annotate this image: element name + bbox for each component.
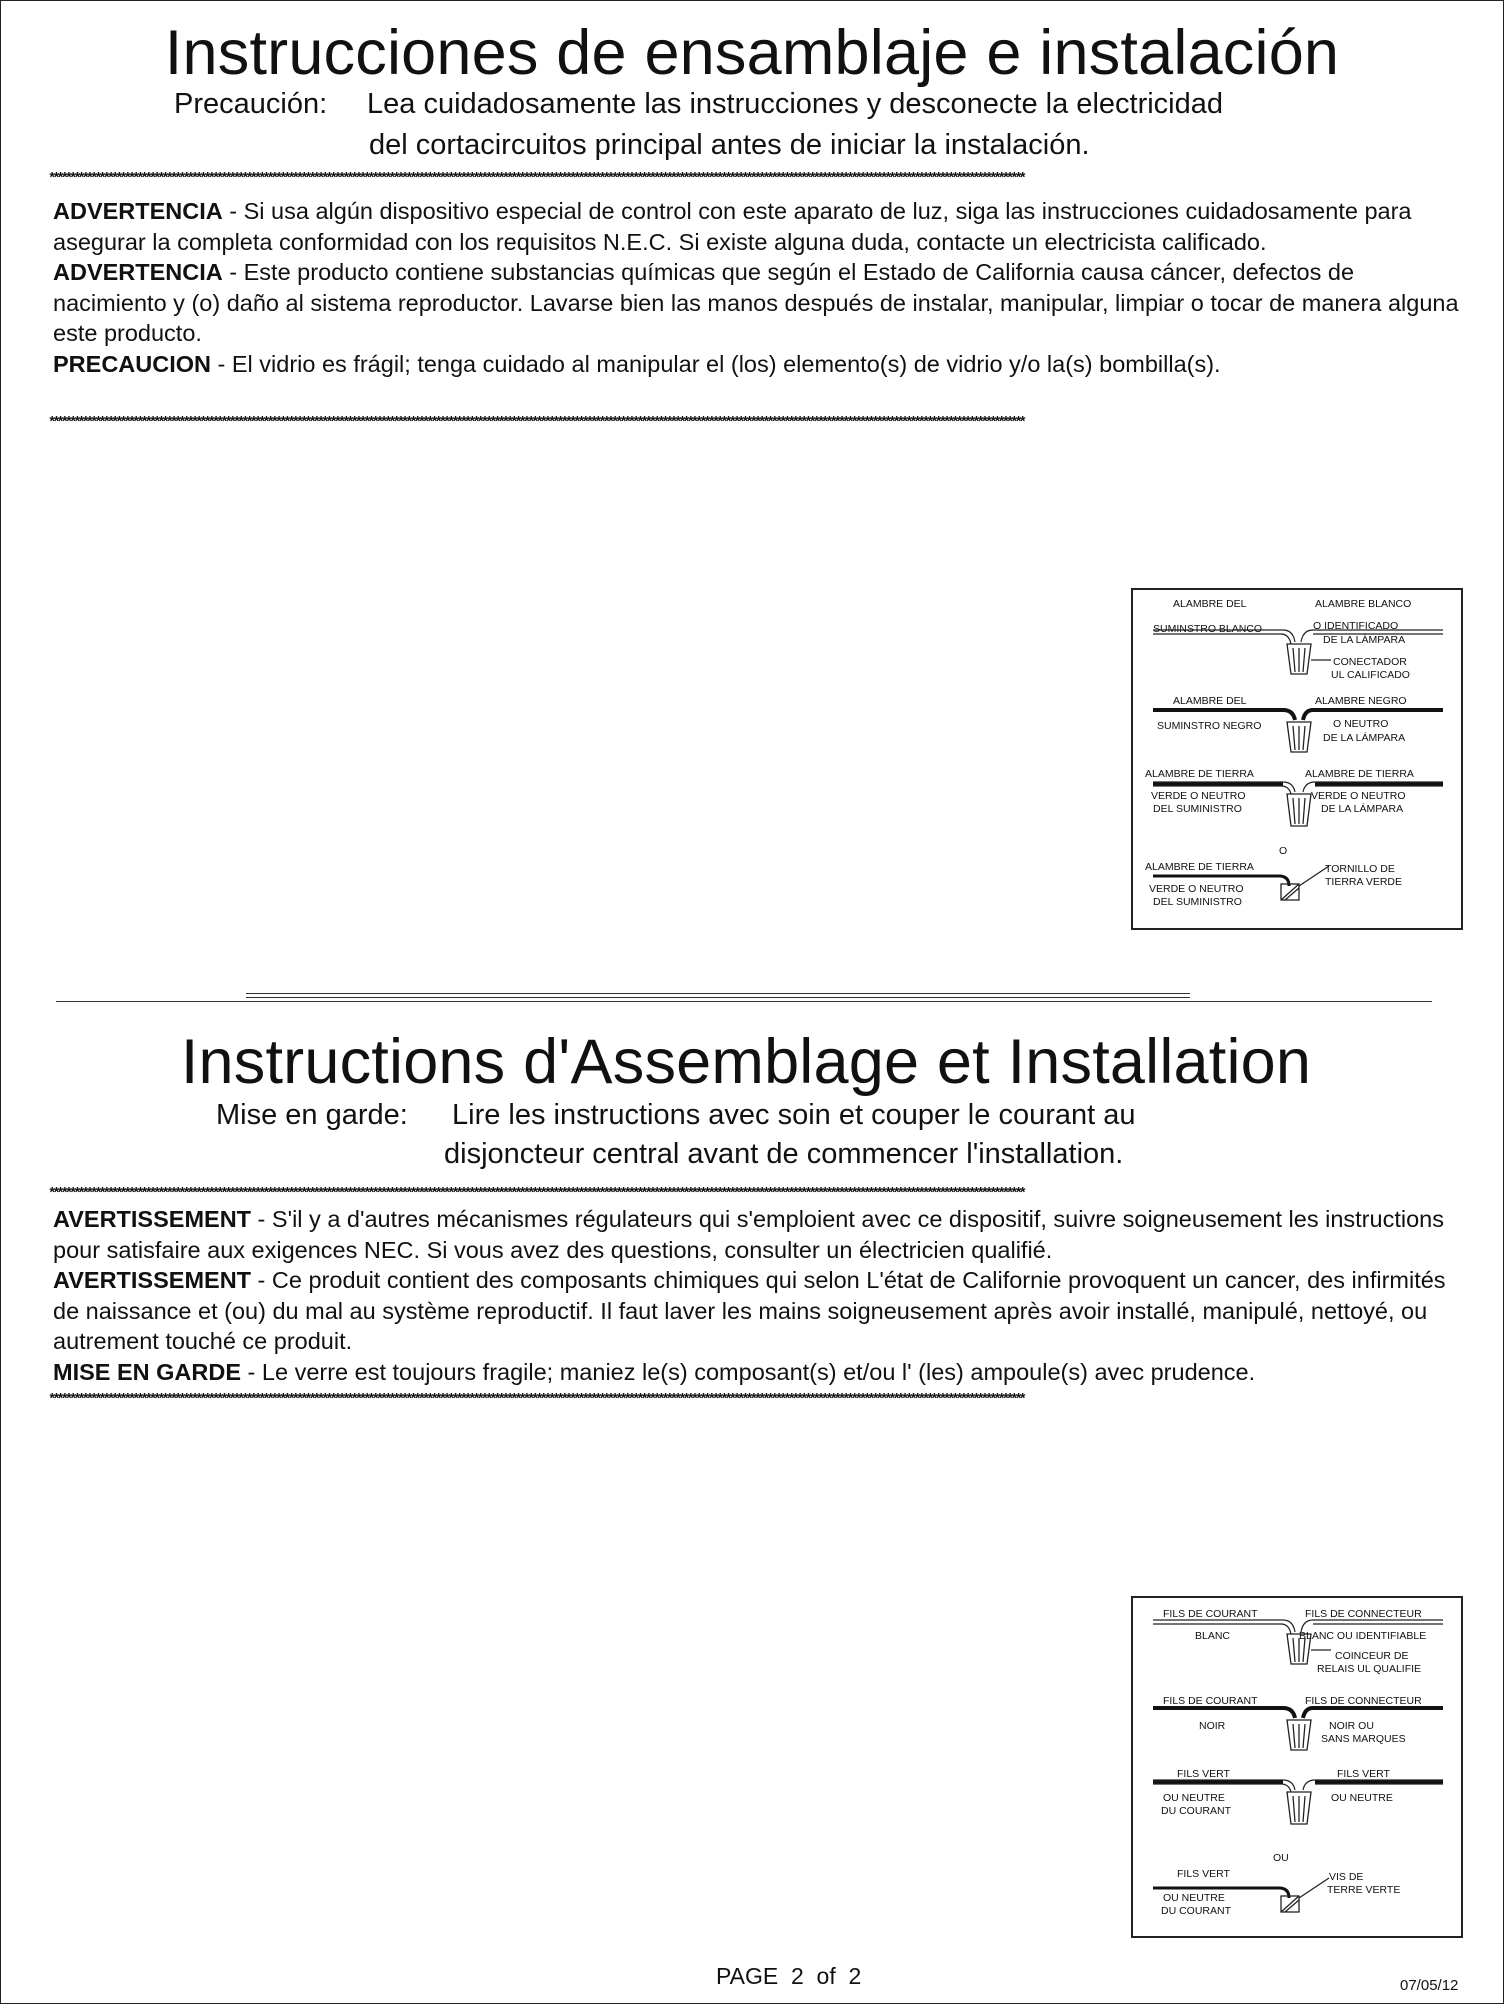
diagram-label: BLANC bbox=[1195, 1630, 1231, 1642]
diagram-label: FILS VERT bbox=[1177, 1868, 1230, 1880]
diagram-label: ALAMBRE DEL bbox=[1173, 695, 1247, 707]
diagram-label: VERDE O NEUTRO bbox=[1151, 790, 1246, 802]
diagram-label: FILS DE CONNECTEUR bbox=[1305, 1695, 1422, 1707]
diagram-label: FILS VERT bbox=[1177, 1768, 1230, 1780]
diagram-label: FILS DE COURANT bbox=[1163, 1608, 1258, 1620]
french-caution-line2: disjoncteur central avant de commencer l'installation. bbox=[444, 1138, 1124, 1170]
diagram-label: TERRE VERTE bbox=[1327, 1884, 1401, 1896]
spanish-caution-line2: del cortacircuitos principal antes de iniciar la instalación. bbox=[369, 129, 1090, 161]
diagram-label: NOIR bbox=[1199, 1720, 1226, 1732]
warning-text: - Este producto contiene substancias químicas que según el Estado de California causa cáncer, defectos de nacimiento y (o) daño al sistema reproductor. Lavarse bien las manos después de instalar, manipular, limpiar o tocar de manera alguna este producto. bbox=[53, 259, 1459, 346]
caution-text: - El vidrio es frágil; tenga cuidado al manipular el (los) elemento(s) de vidrio y/o la(s) bombilla(s). bbox=[210, 350, 1221, 377]
spanish-wiring-diagram bbox=[1131, 588, 1463, 930]
diagram-label: CONECTADOR bbox=[1333, 656, 1407, 668]
wiring-diagram-drawing bbox=[1133, 1598, 1461, 1936]
wiring-diagram-drawing bbox=[1133, 590, 1461, 928]
diagram-label: VERDE O NEUTRO bbox=[1311, 790, 1406, 802]
section-divider bbox=[246, 997, 1190, 998]
spanish-glass-caution bbox=[53, 349, 1473, 380]
french-warning-2 bbox=[53, 1265, 1473, 1357]
spanish-caution-text: Lea cuidadosamente las instrucciones y desconecte la electricidad bbox=[367, 88, 1223, 120]
diagram-label: FILS VERT bbox=[1337, 1768, 1390, 1780]
diagram-label: DE LA LÁMPARA bbox=[1323, 634, 1406, 646]
warning-label: ADVERTENCIA bbox=[53, 198, 223, 224]
warning-text: - Ce produit contient des composants chimiques qui selon L'état de Californie provoquent un cancer, des infirmités de naissance et (ou) du mal au système reproductif. Il faut laver les mains soigneusement après avoir installé, manipulé, nettoyé, ou autrement touché ce produit. bbox=[53, 1267, 1446, 1354]
warning-label: ADVERTENCIA bbox=[53, 259, 223, 285]
french-wiring-diagram bbox=[1131, 1596, 1463, 1938]
caution-label: MISE EN GARDE bbox=[53, 1358, 242, 1385]
caution-label: PRECAUCION bbox=[53, 350, 211, 377]
french-warning-1 bbox=[53, 1204, 1473, 1265]
french-caution-label: Mise en garde: bbox=[216, 1099, 408, 1131]
diagram-label: COINCEUR DE bbox=[1335, 1650, 1409, 1662]
diagram-label: ALAMBRE DE TIERRA bbox=[1145, 768, 1254, 780]
diagram-label: SUMINSTRO NEGRO bbox=[1157, 720, 1262, 732]
star-divider: **************************************************************************************************************************************************************************************************************************************** bbox=[48, 171, 1023, 187]
diagram-label: FILS DE CONNECTEUR bbox=[1305, 1608, 1422, 1620]
diagram-label: VERDE O NEUTRO bbox=[1149, 883, 1244, 895]
star-divider: **************************************************************************************************************************************************************************************************************************************** bbox=[48, 1186, 1023, 1202]
spanish-warnings bbox=[53, 196, 1473, 379]
section-divider bbox=[56, 1001, 1432, 1002]
diagram-label: TIERRA VERDE bbox=[1325, 876, 1403, 888]
diagram-label: SANS MARQUES bbox=[1321, 1733, 1406, 1745]
diagram-label: ALAMBRE NEGRO bbox=[1315, 695, 1407, 707]
section-divider bbox=[246, 993, 1190, 994]
diagram-label: DU COURANT bbox=[1161, 1805, 1231, 1817]
star-divider: **************************************************************************************************************************************************************************************************************************************** bbox=[48, 1392, 1023, 1408]
diagram-label: VIS DE bbox=[1329, 1871, 1364, 1883]
french-warnings bbox=[53, 1204, 1473, 1387]
diagram-label: ALAMBRE BLANCO bbox=[1315, 598, 1412, 610]
diagram-label: BLANC OU IDENTIFIABLE bbox=[1299, 1630, 1427, 1642]
diagram-label: O bbox=[1279, 845, 1288, 857]
french-caution-text: Lire les instructions avec soin et couper le courant au bbox=[452, 1099, 1136, 1131]
diagram-label: SUMINSTRO BLANCO bbox=[1153, 623, 1263, 635]
diagram-label: O NEUTRO bbox=[1333, 718, 1389, 730]
diagram-label: ALAMBRE DE TIERRA bbox=[1305, 768, 1414, 780]
diagram-label: ALAMBRE DEL bbox=[1173, 598, 1247, 610]
diagram-label: OU bbox=[1273, 1852, 1289, 1864]
page-number: PAGE 2 of 2 bbox=[716, 1963, 862, 1989]
french-glass-caution bbox=[53, 1357, 1473, 1388]
warning-label: AVERTISSEMENT bbox=[53, 1267, 252, 1293]
diagram-label: FILS DE COURANT bbox=[1163, 1695, 1258, 1707]
diagram-label: TORNILLO DE bbox=[1325, 863, 1395, 875]
warning-text: - S'il y a d'autres mécanismes régulateurs qui s'emploient avec ce dispositif, suivre soigneusement les instructions pour satisfaire aux exigences NEC. Si vous avez des questions, consulter un électricien qualifié. bbox=[53, 1206, 1444, 1263]
diagram-label: DE LA LÁMPARA bbox=[1321, 803, 1404, 815]
revision-date: 07/05/12 bbox=[1400, 1977, 1459, 1994]
diagram-label: DEL SUMINISTRO bbox=[1153, 896, 1242, 908]
caution-text: - Le verre est toujours fragile; maniez le(s) composant(s) et/ou l' (les) ampoule(s) avec prudence. bbox=[241, 1358, 1256, 1385]
spanish-title: Instrucciones de ensamblaje e instalación bbox=[164, 18, 1340, 88]
spanish-warning-2 bbox=[53, 257, 1473, 349]
diagram-label: RELAIS UL QUALIFIE bbox=[1317, 1663, 1422, 1675]
diagram-label: OU NEUTRE bbox=[1163, 1792, 1225, 1804]
french-title: Instructions d'Assemblage et Installation bbox=[180, 1027, 1312, 1097]
spanish-caution-label: Precaución: bbox=[174, 88, 328, 120]
diagram-label: UL CALIFICADO bbox=[1331, 669, 1410, 681]
diagram-label: DU COURANT bbox=[1161, 1905, 1231, 1917]
star-divider: **************************************************************************************************************************************************************************************************************************************** bbox=[48, 415, 1023, 431]
diagram-label: DE LA LÁMPARA bbox=[1323, 732, 1406, 744]
spanish-warning-1 bbox=[53, 196, 1473, 257]
diagram-label: OU NEUTRE bbox=[1163, 1892, 1225, 1904]
diagram-label: O IDENTIFICADO bbox=[1313, 620, 1399, 632]
diagram-label: OU NEUTRE bbox=[1331, 1792, 1393, 1804]
diagram-label: DEL SUMINISTRO bbox=[1153, 803, 1242, 815]
warning-text: - Si usa algún dispositivo especial de control con este aparato de luz, siga las instrucciones cuidadosamente para asegurar la completa conformidad con los requisitos N.E.C. Si existe alguna duda, contacte un electricista calificado. bbox=[53, 198, 1412, 255]
diagram-label: NOIR OU bbox=[1329, 1720, 1374, 1732]
warning-label: AVERTISSEMENT bbox=[53, 1206, 252, 1232]
diagram-label: ALAMBRE DE TIERRA bbox=[1145, 861, 1254, 873]
